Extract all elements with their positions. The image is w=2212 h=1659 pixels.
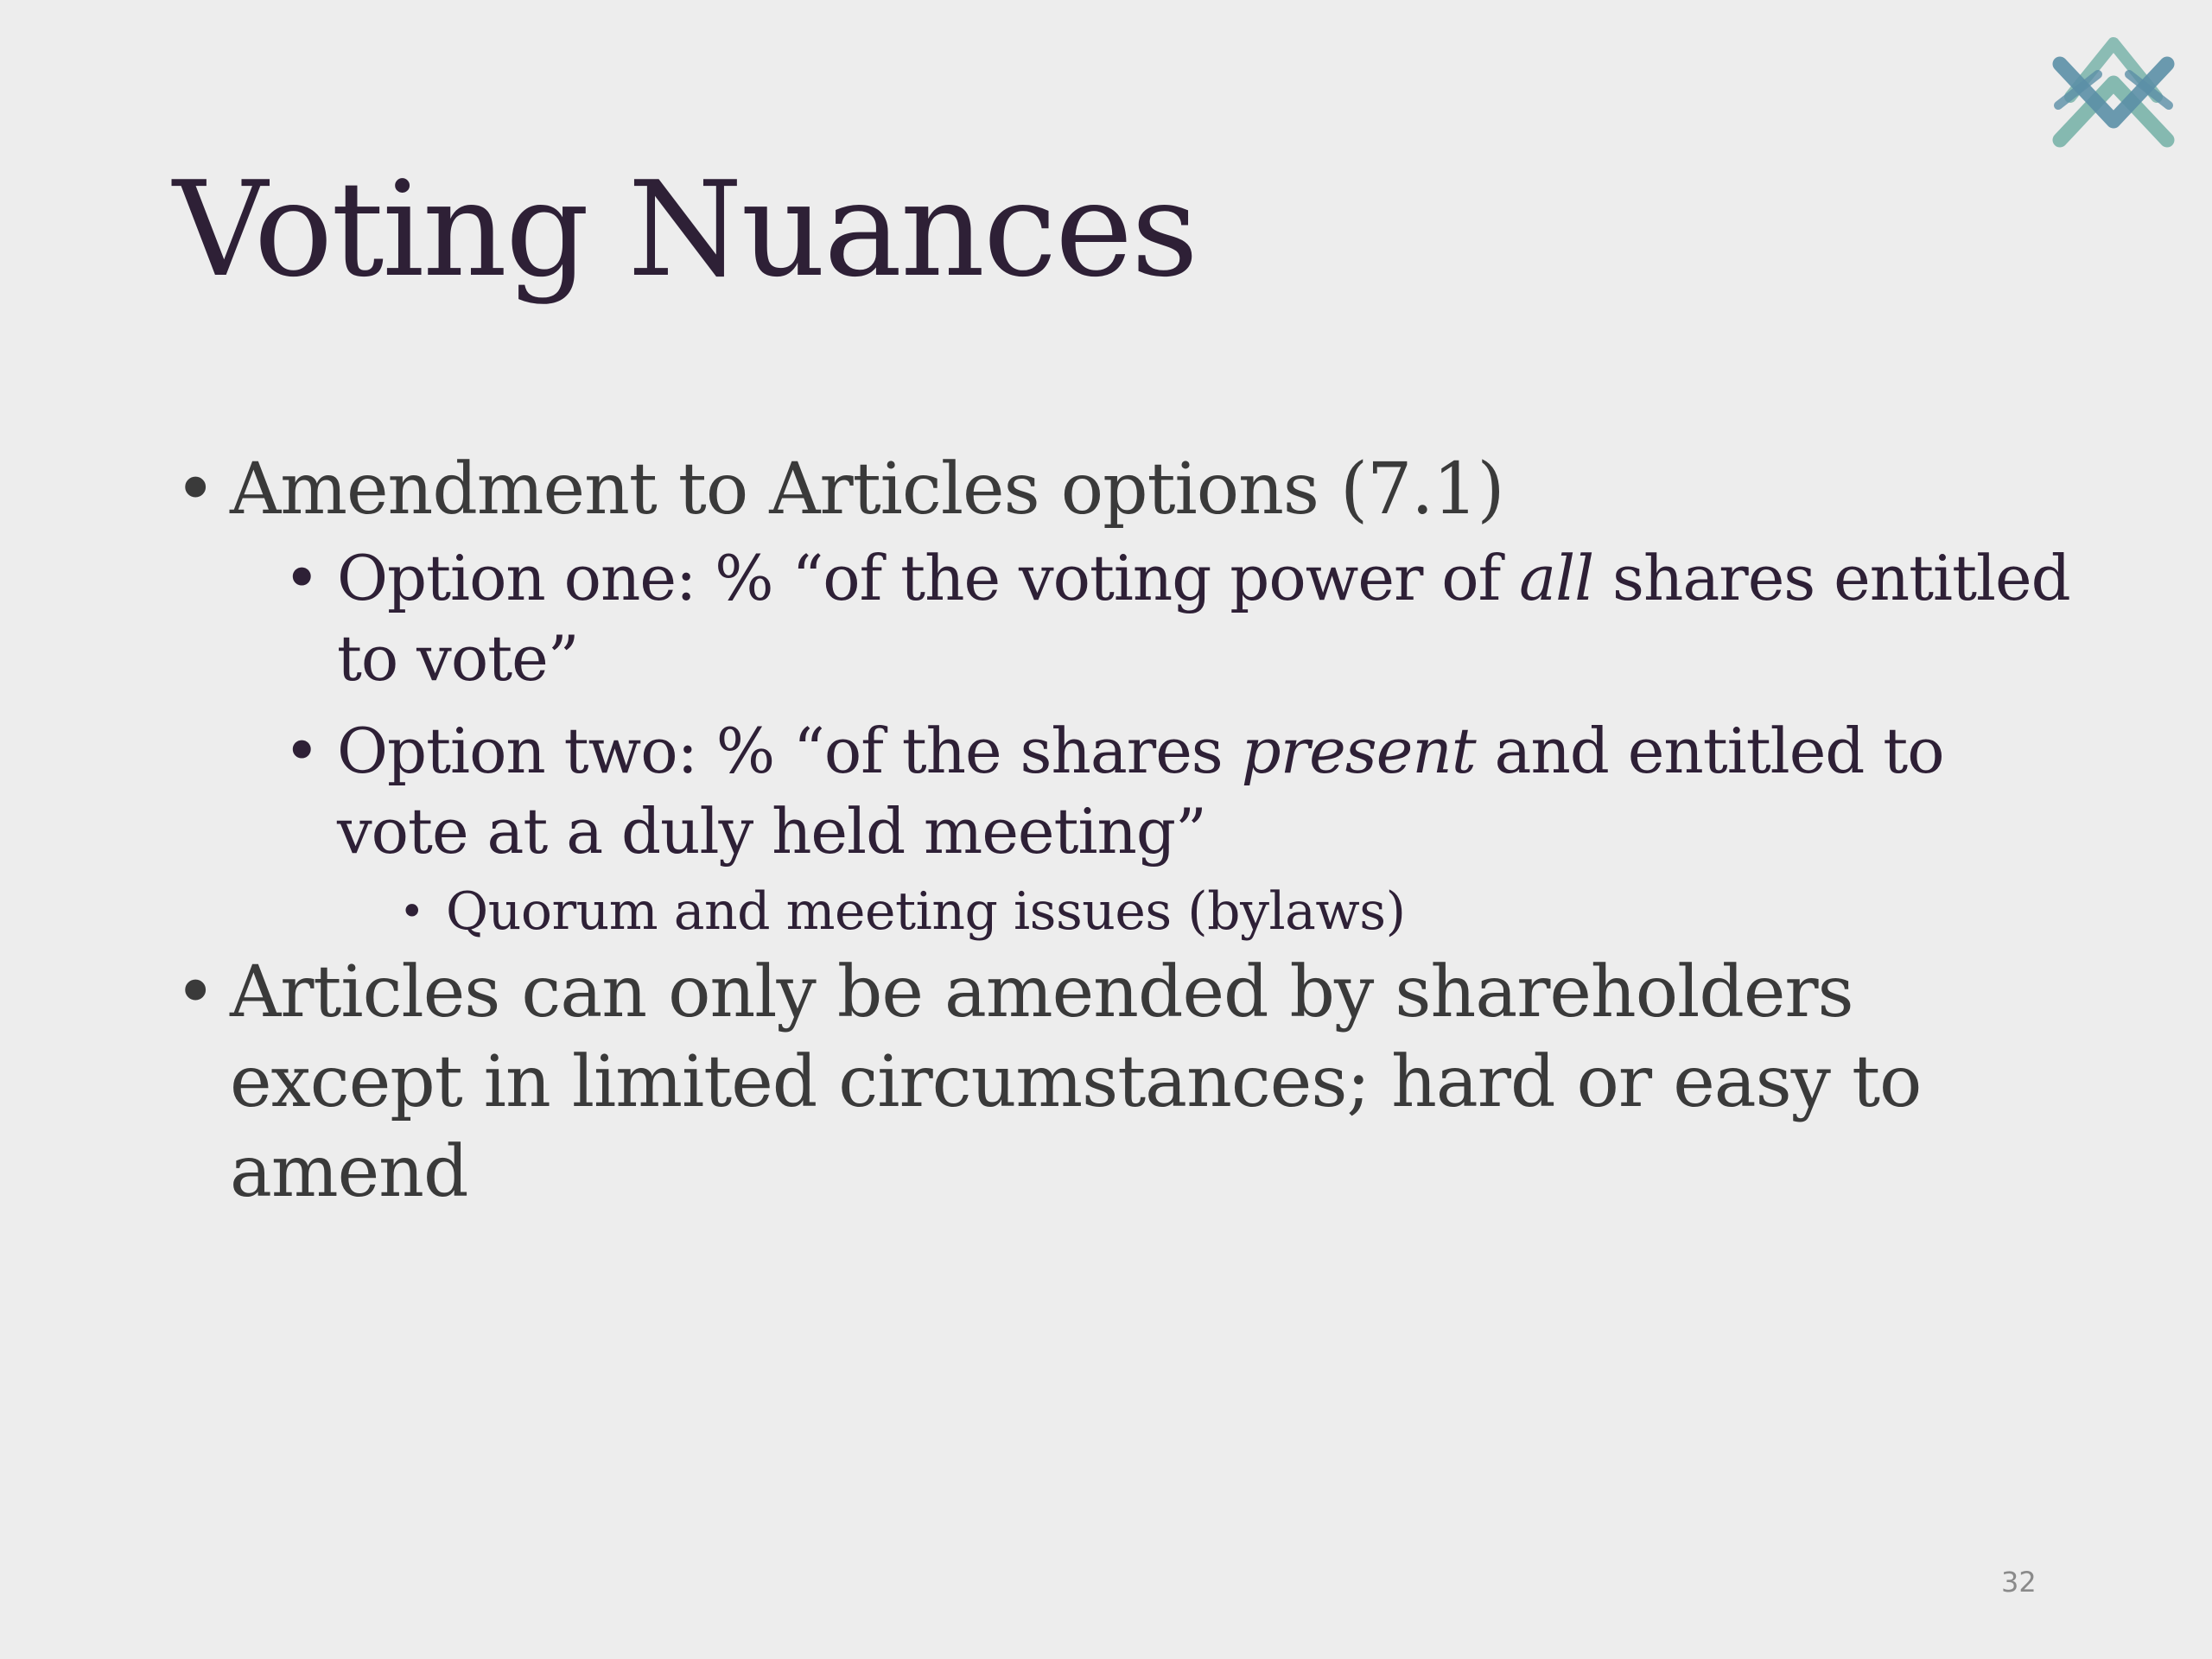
diamond-chevron-logo: [2041, 29, 2186, 159]
slide-title: Voting Nuances: [173, 153, 1198, 306]
sub-bullet-text-after: and entitled to vote at a duly held meeting”: [337, 715, 1944, 868]
sub-sub-bullet-text: Quorum and meeting issues (bylaws): [446, 881, 1406, 942]
bullet-list: [169, 445, 2070, 1217]
page-number: 32: [2001, 1566, 2037, 1599]
bullet-icon: •: [399, 887, 424, 937]
sub-bullet-text-emphasis: all: [1519, 542, 1594, 614]
bullet-text: Articles can only be amended by shareholders except in limited circumstances; hard or easy to amend: [230, 951, 1922, 1213]
bullet-icon: •: [283, 542, 320, 614]
bullet-icon: •: [283, 715, 320, 787]
sub-bullet-text-emphasis: present: [1241, 715, 1476, 787]
bullet-icon: •: [175, 951, 216, 1033]
bullet-text: Amendment to Articles options (7.1): [230, 448, 1504, 531]
bullet-item-articles-amended: [169, 948, 2070, 1217]
sub-sub-bullet-quorum: [389, 875, 2070, 948]
sub-bullet-text-before: Option one: % “of the voting power of: [337, 542, 1520, 614]
bullet-icon: •: [175, 448, 216, 531]
sub-bullet-option-one: [276, 538, 2070, 699]
bullet-item-amendment-options: [169, 445, 2070, 535]
sub-bullet-text-after: shares entitled to vote”: [337, 542, 2070, 695]
sub-bullet-text-before: Option two: % “of the shares: [337, 715, 1242, 787]
sub-bullet-option-two: [276, 711, 2070, 872]
